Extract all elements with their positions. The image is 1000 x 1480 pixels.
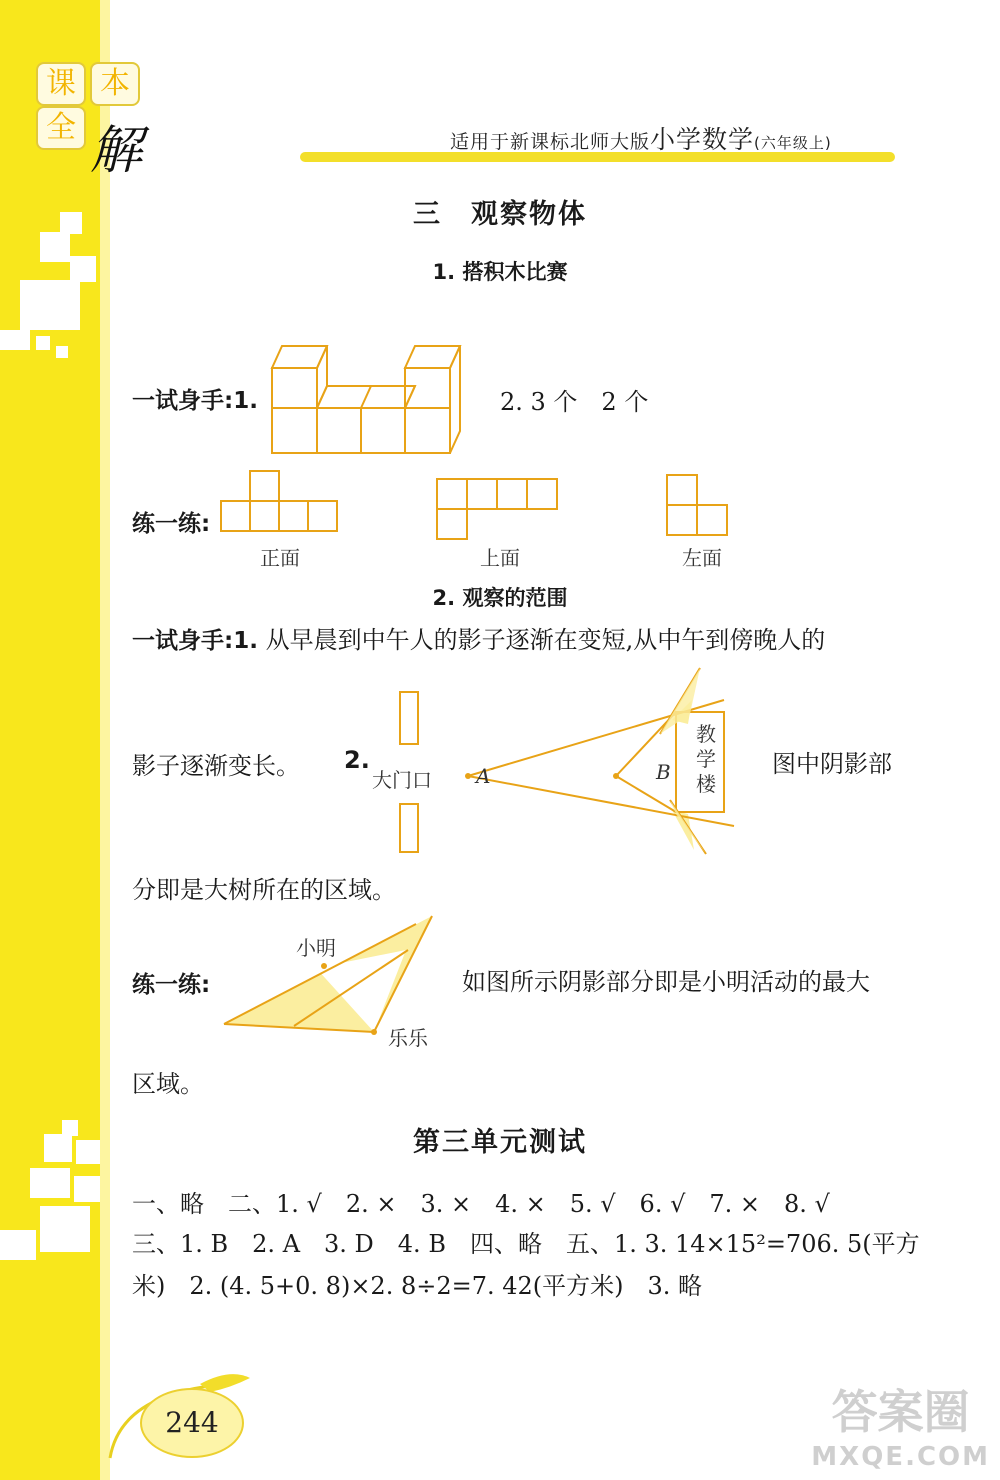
header-title [450,120,832,156]
s2-practice-label: 练一练: [132,972,211,998]
logo-char-4: 解 [90,121,143,181]
test-line2: 三、1. B 2. A 3. D 4. B 四、略 五、1. 3. 14×15²=706. 5(平方 [132,1230,920,1258]
building-char-1: 教 [696,722,716,746]
s2-try-line1: 一试身手:1. 从早晨到中午人的影子逐渐在变短,从中午到傍晚人的 [132,626,826,654]
front-view-label: 正面 [260,546,300,570]
building-char-3: 楼 [696,772,716,796]
shade-text: 图中阴影部 [772,750,892,778]
test-title: 第三单元测试 [413,1127,587,1158]
section2-title: 2. 观察的范围 [432,586,568,610]
top-view-label: 上面 [480,546,520,570]
test-line1: 一、略 二、1. √ 2. × 3. × 4. × 5. √ 6. √ 7. × 8. √ [132,1190,830,1218]
block-structure-figure [262,336,482,486]
activity-region-diagram [220,908,440,1038]
watermark-big: 答案圈 [831,1385,970,1439]
gate-label: 大门口 [372,768,432,792]
xiaoming-label: 小明 [296,936,336,960]
logo-char-3: 全 [36,106,86,150]
s2-q2-label: 2. [344,746,370,774]
watermark-small: MXQE.COM [811,1442,990,1472]
practice-text: 如图所示阴影部分即是小明活动的最大 [462,968,870,996]
header-prefix: 适用于新课标北师大版 [450,131,651,153]
building-label [694,722,718,797]
watermark [811,1376,990,1472]
s2-try-line2: 影子逐渐变长。 [132,752,300,780]
left-view-label: 左面 [682,546,722,570]
s2-try-line1-text: 从早晨到中午人的影子逐渐在变短,从中午到傍晚人的 [257,626,826,654]
page-number: 244 [140,1388,244,1458]
header-subject: 小学数学 [650,125,755,154]
s1-practice-label: 练一练: [132,511,211,537]
header-grade: (六年级上) [754,134,832,152]
section1-title: 1. 搭积木比赛 [432,260,568,284]
lele-label: 乐乐 [388,1026,428,1050]
top-view-figure [434,476,560,542]
building-char-2: 学 [696,747,716,771]
s2-line3: 分即是大树所在的区域。 [132,876,396,904]
practice-text-2: 区域。 [132,1070,204,1098]
s1-try-label: 一试身手:1. [132,388,258,414]
point-b-label: B [656,760,671,784]
logo-char-1: 课 [36,62,86,106]
left-view-figure [664,472,730,538]
chapter-title: 三 观察物体 [413,199,587,230]
point-a-label: A [476,764,491,788]
s1-answer-2: 2. 3 个 2 个 [500,388,649,416]
front-view-figure [218,468,342,534]
logo-char-2: 本 [90,62,140,106]
test-line3: 米) 2. (4. 5+0. 8)×2. 8÷2=7. 42(平方米) 3. 略 [132,1272,703,1300]
